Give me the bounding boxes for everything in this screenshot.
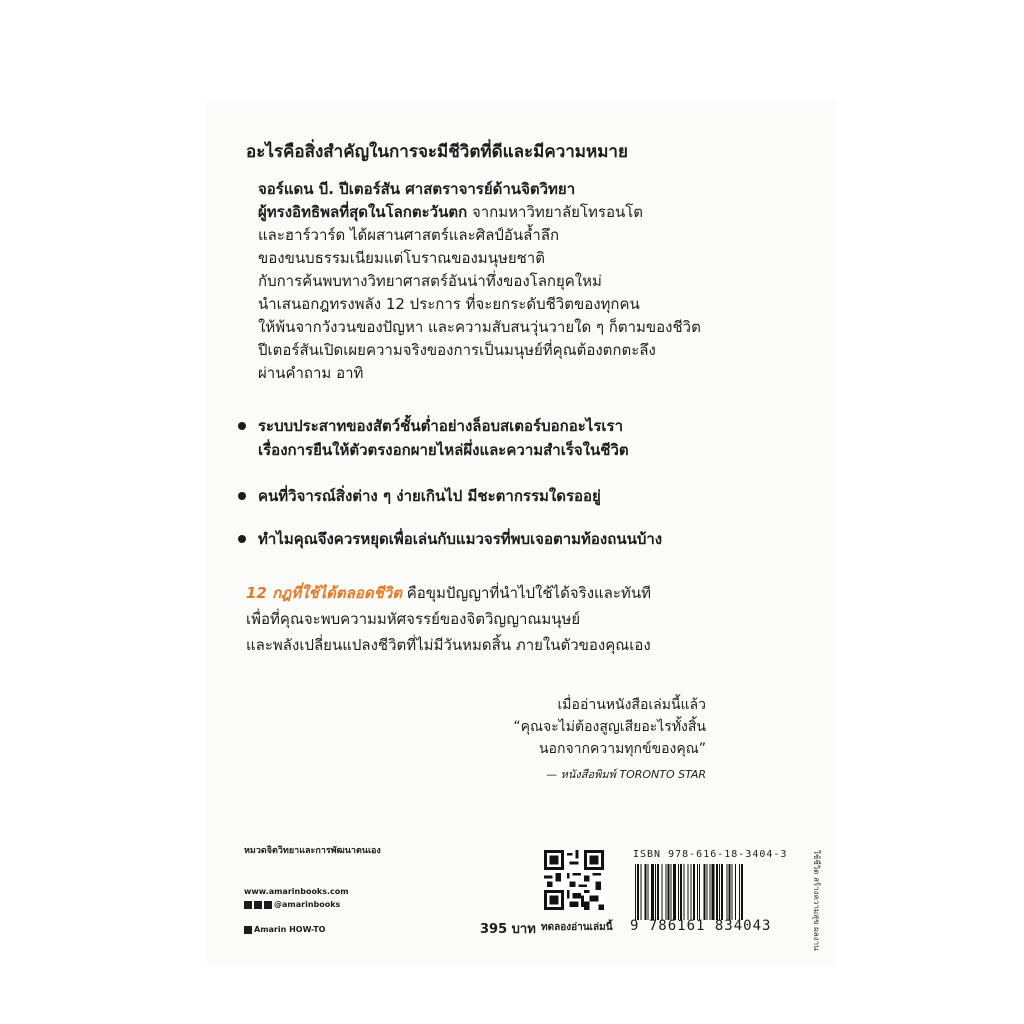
quote-attribution: — หนังสือพิมพ์ TORONTO STAR: [546, 768, 706, 781]
headline: อะไรคือสิ่งสำคัญในการจะมีชีวิตที่ดีและมีความหมาย: [246, 142, 628, 162]
review-quote: [513, 694, 706, 786]
social-handle: @amarinbooks: [274, 900, 341, 909]
quote-line: “คุณจะไม่ต้องสูญเสียอะไรทั้งสิ้น: [513, 719, 706, 735]
bullet-icon: [238, 535, 246, 543]
intro-line: นำเสนอกฎทรงพลัง 12 ประการ ที่จะยกระดับชีวิตของทุกคน: [258, 295, 640, 313]
intro-line: ของขนบธรรมเนียมแต่โบราณของมนุษยชาติ: [258, 249, 545, 267]
facebook-icon: [244, 926, 252, 934]
barcode-bar: [712, 864, 715, 920]
quote-line: นอกจากความทุกข์ของคุณ”: [538, 741, 706, 757]
bullet-item: [238, 414, 629, 462]
social-row: [244, 900, 340, 909]
bullet-item: [238, 484, 601, 508]
summary-text: คือขุมปัญญาที่นำไปใช้ได้จริงและทันที: [401, 584, 651, 602]
barcode-bar: [741, 864, 743, 920]
barcode-bar: [683, 864, 684, 920]
barcode-bar: [678, 864, 679, 920]
bullet-text: ทำไมคุณจึงควรหยุดเพื่อเล่นกับแมวจรที่พบเจอตามท้องถนนบ้าง: [258, 530, 663, 548]
barcode-bar: [732, 864, 733, 920]
qr-code: [544, 850, 604, 910]
barcode-bar: [640, 864, 641, 920]
bullet-item: [238, 527, 662, 551]
intro-bold-phrase: ผู้ทรงอิทธิพลที่สุดในโลกตะวันตก: [258, 203, 468, 221]
barcode-bar: [728, 864, 730, 920]
price-label: 395 บาท: [480, 922, 536, 937]
barcode-bar: [693, 864, 695, 920]
barcode-bar: [673, 864, 676, 920]
intro-line: [258, 201, 701, 224]
barcode-bar: [697, 864, 698, 920]
bullet-icon: [238, 422, 246, 430]
summary-line: และพลังเปลี่ยนแปลงชีวิตที่ไม่มีวันหมดสิ้น ภายในตัวของคุณเอง: [246, 636, 651, 654]
summary-line: [246, 580, 651, 606]
intro-line: กับการค้นพบทางวิทยาศาสตร์อันน่าทึ่งของโลกยุคใหม่: [258, 272, 602, 290]
barcode-bar: [680, 864, 682, 920]
summary-line: เพื่อที่คุณจะพบความมหัศจรรย์ของจิตวิญญาณมนุษย์: [246, 610, 581, 628]
instagram-icon: [264, 901, 272, 909]
barcode-bar: [665, 864, 666, 920]
book-title-highlight: 12 กฎที่ใช้ได้ตลอดชีวิต: [246, 584, 402, 602]
website-url: www.amarinbooks.com: [244, 887, 349, 896]
intro-line: ผ่านคำถาม อาทิ: [258, 364, 364, 382]
bullet-text: คนที่วิจารณ์สิ่งต่าง ๆ ง่ายเกินไป มีชะตากรรมใดรออยู่: [258, 487, 601, 505]
facebook-icon: [244, 901, 252, 909]
barcode-bar: [726, 864, 727, 920]
barcode-bar: [644, 864, 646, 920]
trial-read-label: ทดลองอ่านเล่มนี้: [541, 922, 613, 933]
isbn-barcode: [633, 864, 805, 920]
barcode-bar: [691, 864, 692, 920]
barcode-bar: [719, 864, 720, 920]
quote-line: เมื่ออ่านหนังสือเล่มนี้แล้ว: [557, 697, 706, 713]
barcode-bar: [716, 864, 718, 920]
twitter-icon: [254, 901, 262, 909]
barcode-number: 9 786161 834043: [630, 918, 772, 934]
barcode-bar: [703, 864, 705, 920]
barcode-bar: [655, 864, 656, 920]
intro-line: ให้พ้นจากวังวนของปัญหา และความสับสนวุ่นวายใด ๆ ก็ตามของชีวิต: [258, 318, 701, 336]
barcode-bar: [710, 864, 711, 920]
barcode-bar: [706, 864, 707, 920]
barcode-bar: [721, 864, 723, 920]
isbn-text: ISBN 978-616-18-3404-3: [633, 849, 788, 860]
barcode-bar: [699, 864, 700, 920]
facebook-page-name: Amarin HOW-TO: [254, 925, 326, 934]
bullet-text: ระบบประสาทของสัตว์ชั้นต่ำอย่างล็อบสเตอร์บอกอะไรเรา: [258, 417, 624, 435]
intro-text: จากมหาวิทยาลัยโทรอนโต: [467, 203, 644, 221]
barcode-bar: [651, 864, 654, 920]
vertical-imprint-text: ใช้ชีวิต สร้างความสุข ผลงาน: [812, 850, 821, 951]
bullet-icon: [238, 492, 246, 500]
summary-paragraph: [246, 580, 651, 658]
barcode-bar: [688, 864, 689, 920]
intro-paragraph: [258, 178, 701, 385]
barcode-bar: [648, 864, 649, 920]
barcode-bar: [735, 864, 736, 920]
facebook-page-row: [244, 925, 325, 934]
intro-line: ปีเตอร์สันเปิดเผยความจริงของการเป็นมนุษย์ที่คุณต้องตกตะลึง: [258, 341, 656, 359]
barcode-bar: [739, 864, 740, 920]
barcode-bar: [668, 864, 670, 920]
barcode-bar: [657, 864, 659, 920]
barcode-bar: [637, 864, 639, 920]
bullet-text: เรื่องการยืนให้ตัวตรงอกผายไหล่ผึ่งและความสำเร็จในชีวิต: [258, 441, 629, 459]
barcode-bar: [671, 864, 672, 920]
barcode-bar: [635, 864, 636, 920]
category-label: หมวดจิตวิทยาและการพัฒนาตนเอง: [244, 846, 381, 856]
barcode-bar: [661, 864, 662, 920]
intro-line: จอร์แดน บี. ปีเตอร์สัน ศาสตราจารย์ด้านจิตวิทยา: [258, 180, 576, 198]
intro-line: และฮาร์วาร์ด ได้ผสานศาสตร์และศิลป์อันล้ำลึก: [258, 226, 560, 244]
